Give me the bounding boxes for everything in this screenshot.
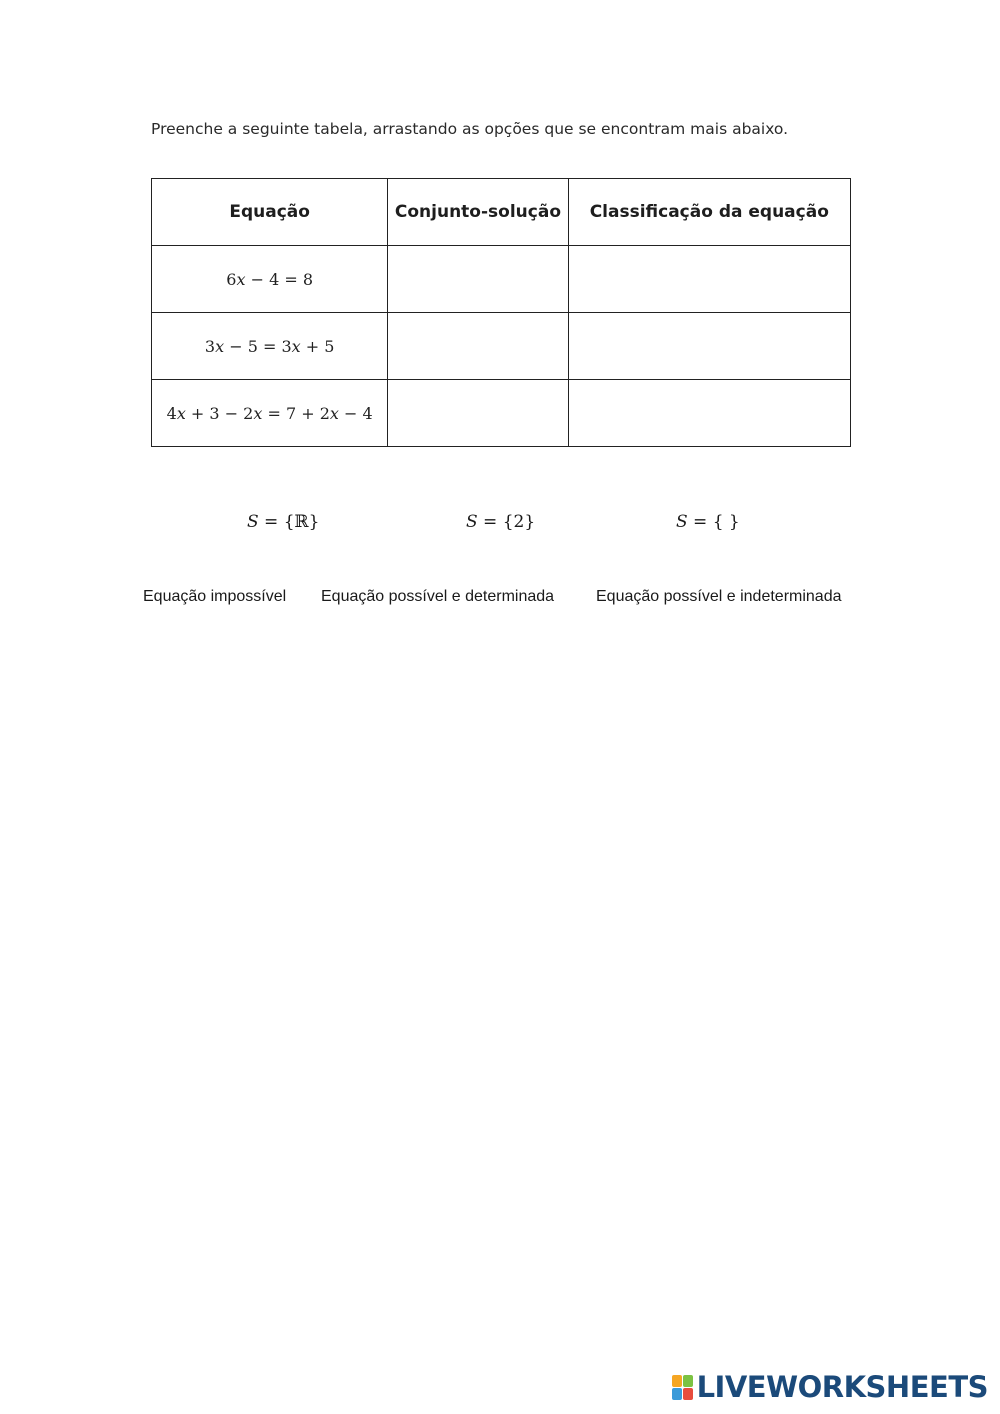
draggable-solution-option[interactable]: 𝑆 = { } [676, 512, 740, 532]
draggable-solution-option[interactable]: 𝑆 = {ℝ} [247, 512, 320, 532]
liveworksheets-brand [672, 1370, 988, 1404]
draggable-classification-option[interactable]: Equação impossível [143, 588, 287, 605]
classification-drop-zone[interactable] [568, 246, 850, 313]
classification-drop-zone[interactable] [568, 313, 850, 380]
instruction-text: Preenche a seguinte tabela, arrastando as opções que se encontram mais abaixo. [151, 120, 789, 138]
equation-table [151, 178, 851, 447]
solution-drop-zone[interactable] [388, 380, 568, 447]
equation-cell: 3𝑥 − 5 = 3𝑥 + 5 [152, 313, 388, 380]
header-solution-set: Conjunto-solução [388, 179, 568, 246]
table-row [152, 246, 851, 313]
equation-cell: 4𝑥 + 3 − 2𝑥 = 7 + 2𝑥 − 4 [152, 380, 388, 447]
liveworksheets-logo-icon [672, 1375, 693, 1400]
table-header-row [152, 179, 851, 246]
solution-drop-zone[interactable] [388, 313, 568, 380]
draggable-classification-option[interactable]: Equação possível e determinada [321, 588, 555, 605]
table-row [152, 380, 851, 447]
draggable-classification-option[interactable]: Equação possível e indeterminada [596, 588, 842, 605]
draggable-solution-option[interactable]: 𝑆 = {2} [466, 512, 536, 532]
classification-drop-zone[interactable] [568, 380, 850, 447]
table-row [152, 313, 851, 380]
equation-cell: 6𝑥 − 4 = 8 [152, 246, 388, 313]
brand-name: LIVEWORKSHEETS [696, 1370, 988, 1404]
solution-drop-zone[interactable] [388, 246, 568, 313]
header-classification: Classificação da equação [568, 179, 850, 246]
header-equation: Equação [152, 179, 388, 246]
